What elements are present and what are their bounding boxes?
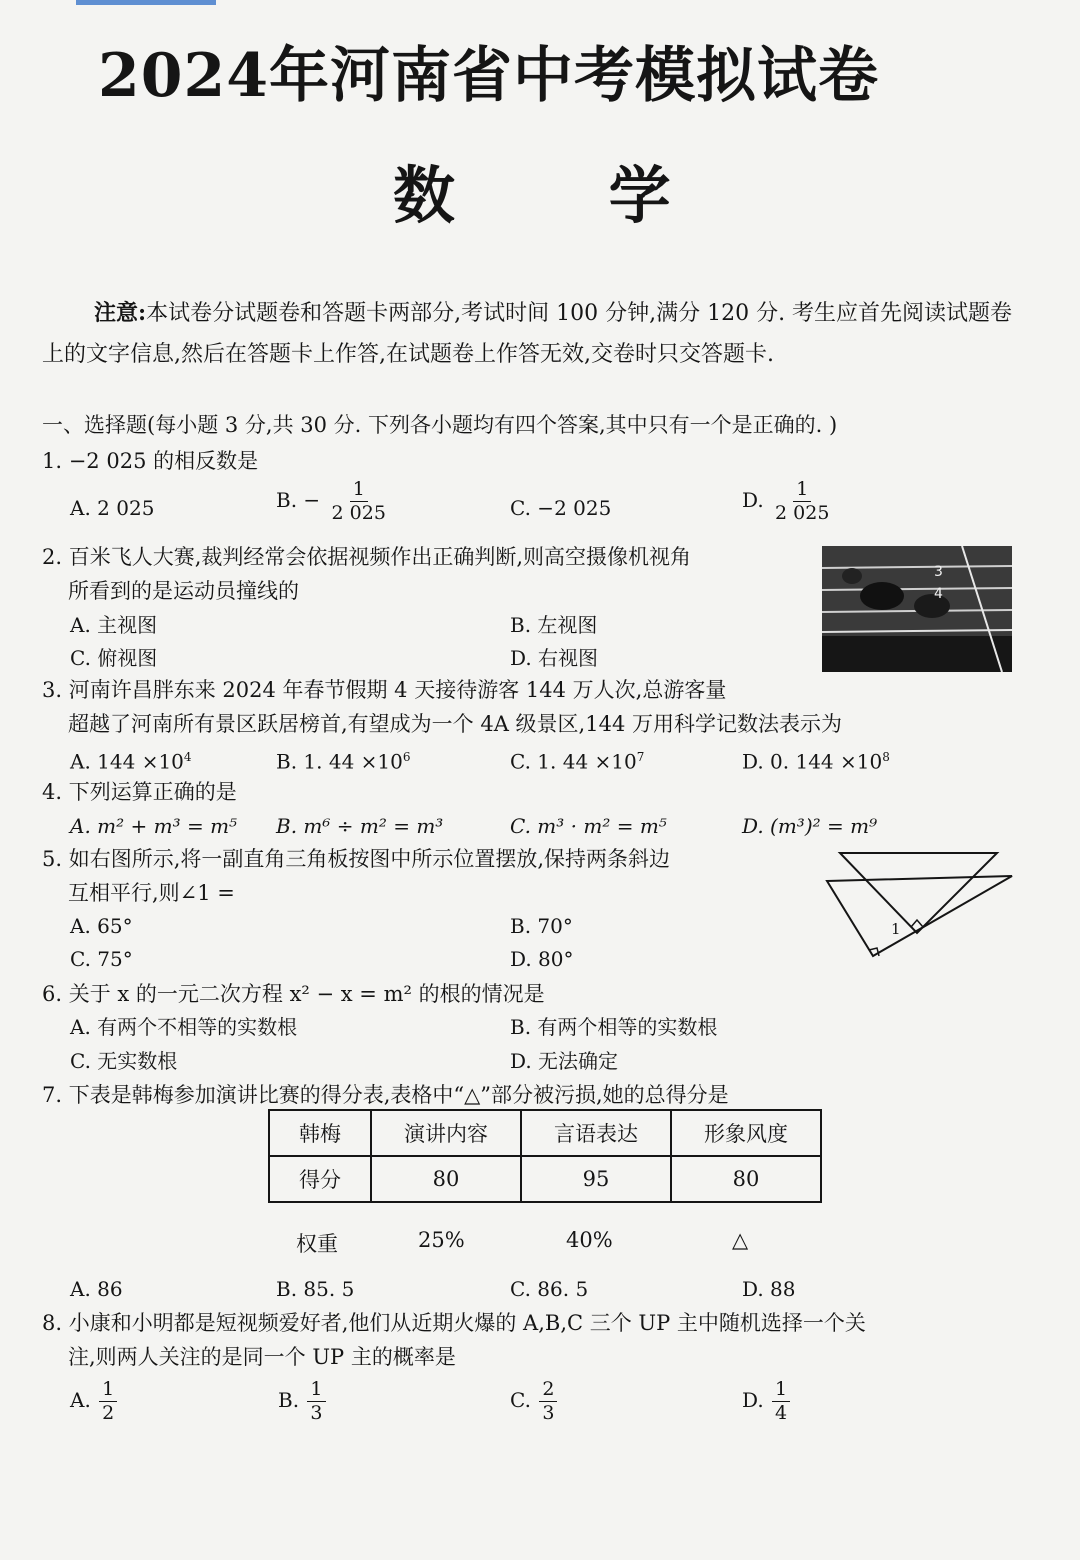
section-heading: 一、选择题(每小题 3 分,共 30 分. 下列各小题均有四个答案,其中只有一个是正确的. ) <box>42 413 838 437</box>
q3-option-d <box>742 742 890 777</box>
subject-title: 数 学 <box>393 159 737 232</box>
q8-option-d <box>742 1380 792 1423</box>
table-cell: 演讲内容 <box>371 1110 521 1156</box>
q3-c-base: C. 1. 44 ×10 <box>510 749 637 774</box>
q1-b-fraction <box>329 480 389 523</box>
q2-stem-line2: 所看到的是运动员撞线的 <box>68 579 299 603</box>
angle-1-label: 1 <box>891 920 901 938</box>
q5-stem-line2: 互相平行,则∠1 = <box>68 881 235 905</box>
q7-option-d: D. 88 <box>742 1277 796 1301</box>
q3-option-c <box>510 742 644 777</box>
q5-stem-line1: 5. 如右图所示,将一副直角三角板按图中所示位置摆放,保持两条斜边 <box>42 847 671 871</box>
q8-a-denominator: 2 <box>102 1402 115 1424</box>
top-accent-bar <box>76 0 216 5</box>
q4-option-b: B. m⁶ ÷ m² = m³ <box>276 814 444 838</box>
q4-stem: 4. 下列运算正确的是 <box>42 780 237 804</box>
q8-d-denominator: 4 <box>775 1402 788 1424</box>
exam-title: 2024年河南省中考模拟试卷 <box>98 41 879 111</box>
q8-a-fraction <box>99 1380 117 1423</box>
q1-b-prefix: B. − <box>276 488 321 512</box>
q4-option-a: A. m² + m³ = m⁵ <box>70 814 238 838</box>
finish-line-photo-art <box>822 546 1012 672</box>
q8-option-b <box>278 1380 328 1423</box>
q5-option-b: B. 70° <box>510 914 573 938</box>
q1-stem: 1. −2 025 的相反数是 <box>42 449 259 473</box>
table-cell: 言语表达 <box>521 1110 671 1156</box>
q8-b-fraction <box>307 1380 325 1423</box>
table-cell: 80 <box>371 1156 521 1202</box>
lane-number-3: 3 <box>934 564 943 580</box>
q3-d-exponent: 8 <box>882 750 890 764</box>
q6-option-c: C. 无实数根 <box>70 1049 178 1073</box>
q1-option-c: C. −2 025 <box>510 496 612 520</box>
q5-option-a: A. 65° <box>70 914 133 938</box>
q1-option-b <box>276 480 391 523</box>
weight-cell: 25% <box>418 1228 465 1252</box>
q1-b-denominator: 2 025 <box>331 502 386 524</box>
table-cell: 得分 <box>269 1156 371 1202</box>
q8-a-numerator: 1 <box>99 1380 117 1402</box>
q1-option-d <box>742 480 834 523</box>
q8-d-fraction <box>772 1380 790 1423</box>
q1-b-numerator: 1 <box>350 480 368 502</box>
table-cell: 韩梅 <box>269 1110 371 1156</box>
lane-number-4: 4 <box>934 586 943 602</box>
table-cell: 形象风度 <box>671 1110 821 1156</box>
triangle-plates-figure <box>825 848 1015 963</box>
notice-text: 本试卷分试题卷和答题卡两部分,考试时间 100 分钟,满分 120 分. 考生应首先阅读试题卷上的文字信息,然后在答题卡上作答,在试题卷上作答无效,交卷时只交答题卡. <box>42 301 1013 367</box>
q3-option-b <box>276 742 411 777</box>
notice-paragraph <box>42 293 1027 375</box>
q8-b-numerator: 1 <box>307 1380 325 1402</box>
q8-a-prefix: A. <box>70 1388 91 1412</box>
score-table <box>268 1109 822 1203</box>
q7-option-b: B. 85. 5 <box>276 1277 355 1301</box>
finish-line-photo <box>822 546 1012 672</box>
q6-option-d: D. 无法确定 <box>510 1049 619 1073</box>
q3-b-exponent: 6 <box>402 750 411 764</box>
q7-option-a: A. 86 <box>70 1277 123 1301</box>
table-row <box>269 1156 821 1202</box>
q2-option-d: D. 右视图 <box>510 646 599 670</box>
q8-c-prefix: C. <box>510 1388 531 1412</box>
q7-option-c: C. 86. 5 <box>510 1277 589 1301</box>
weight-cell: 40% <box>566 1228 613 1252</box>
q2-option-a: A. 主视图 <box>70 613 158 637</box>
q8-stem-line2: 注,则两人关注的是同一个 UP 主的概率是 <box>68 1345 456 1369</box>
q1-d-prefix: D. <box>742 488 764 512</box>
q3-c-exponent: 7 <box>636 750 645 764</box>
q4-option-d: D. (m³)² = m⁹ <box>742 814 878 838</box>
q8-b-denominator: 3 <box>310 1402 323 1424</box>
q3-a-base: A. 144 ×10 <box>70 749 184 774</box>
q8-d-numerator: 1 <box>772 1380 790 1402</box>
q8-option-c <box>510 1380 559 1423</box>
q6-option-a: A. 有两个不相等的实数根 <box>70 1015 298 1039</box>
q5-option-d: D. 80° <box>510 947 574 971</box>
q7-stem: 7. 下表是韩梅参加演讲比赛的得分表,表格中“△”部分被污损,她的总得分是 <box>42 1083 729 1107</box>
table-row <box>269 1110 821 1156</box>
q8-stem-line1: 8. 小康和小明都是短视频爱好者,他们从近期火爆的 A,B,C 三个 UP 主中随机选择一个关 <box>42 1311 866 1335</box>
q5-option-c: C. 75° <box>70 947 133 971</box>
q4-option-c: C. m³ · m² = m⁵ <box>510 814 667 838</box>
q3-stem-line2: 超越了河南所有景区跃居榜首,有望成为一个 4A 级景区,144 万用科学记数法表示为 <box>68 712 842 736</box>
table-cell: 95 <box>521 1156 671 1202</box>
q2-stem-line1: 2. 百米飞人大赛,裁判经常会依据视频作出正确判断,则高空摄像机视角 <box>42 545 692 569</box>
q6-option-b: B. 有两个相等的实数根 <box>510 1015 718 1039</box>
q3-stem-line1: 3. 河南许昌胖东来 2024 年春节假期 4 天接待游客 144 万人次,总游客量 <box>42 678 727 702</box>
q1-d-denominator: 2 025 <box>775 502 830 524</box>
q8-c-fraction <box>539 1380 557 1423</box>
q8-c-denominator: 3 <box>542 1402 555 1424</box>
q1-d-numerator: 1 <box>793 480 811 502</box>
notice-label: 注意: <box>94 300 147 326</box>
q3-d-base: D. 0. 144 ×10 <box>742 749 883 774</box>
weight-row-label: 权重 <box>296 1232 338 1256</box>
table-cell: 80 <box>671 1156 821 1202</box>
q3-a-exponent: 4 <box>183 750 192 764</box>
q8-b-prefix: B. <box>278 1388 300 1412</box>
q8-option-a <box>70 1380 119 1423</box>
q8-c-numerator: 2 <box>539 1380 557 1402</box>
q8-d-prefix: D. <box>742 1388 764 1412</box>
q3-option-a <box>70 742 192 777</box>
q2-option-c: C. 俯视图 <box>70 646 158 670</box>
weight-cell-smudged: △ <box>732 1228 749 1252</box>
q2-option-b: B. 左视图 <box>510 613 598 637</box>
q1-option-a: A. 2 025 <box>70 496 155 520</box>
q6-stem: 6. 关于 x 的一元二次方程 x² − x = m² 的根的情况是 <box>42 982 545 1006</box>
q1-d-fraction <box>772 480 832 523</box>
q3-b-base: B. 1. 44 ×10 <box>276 749 403 774</box>
